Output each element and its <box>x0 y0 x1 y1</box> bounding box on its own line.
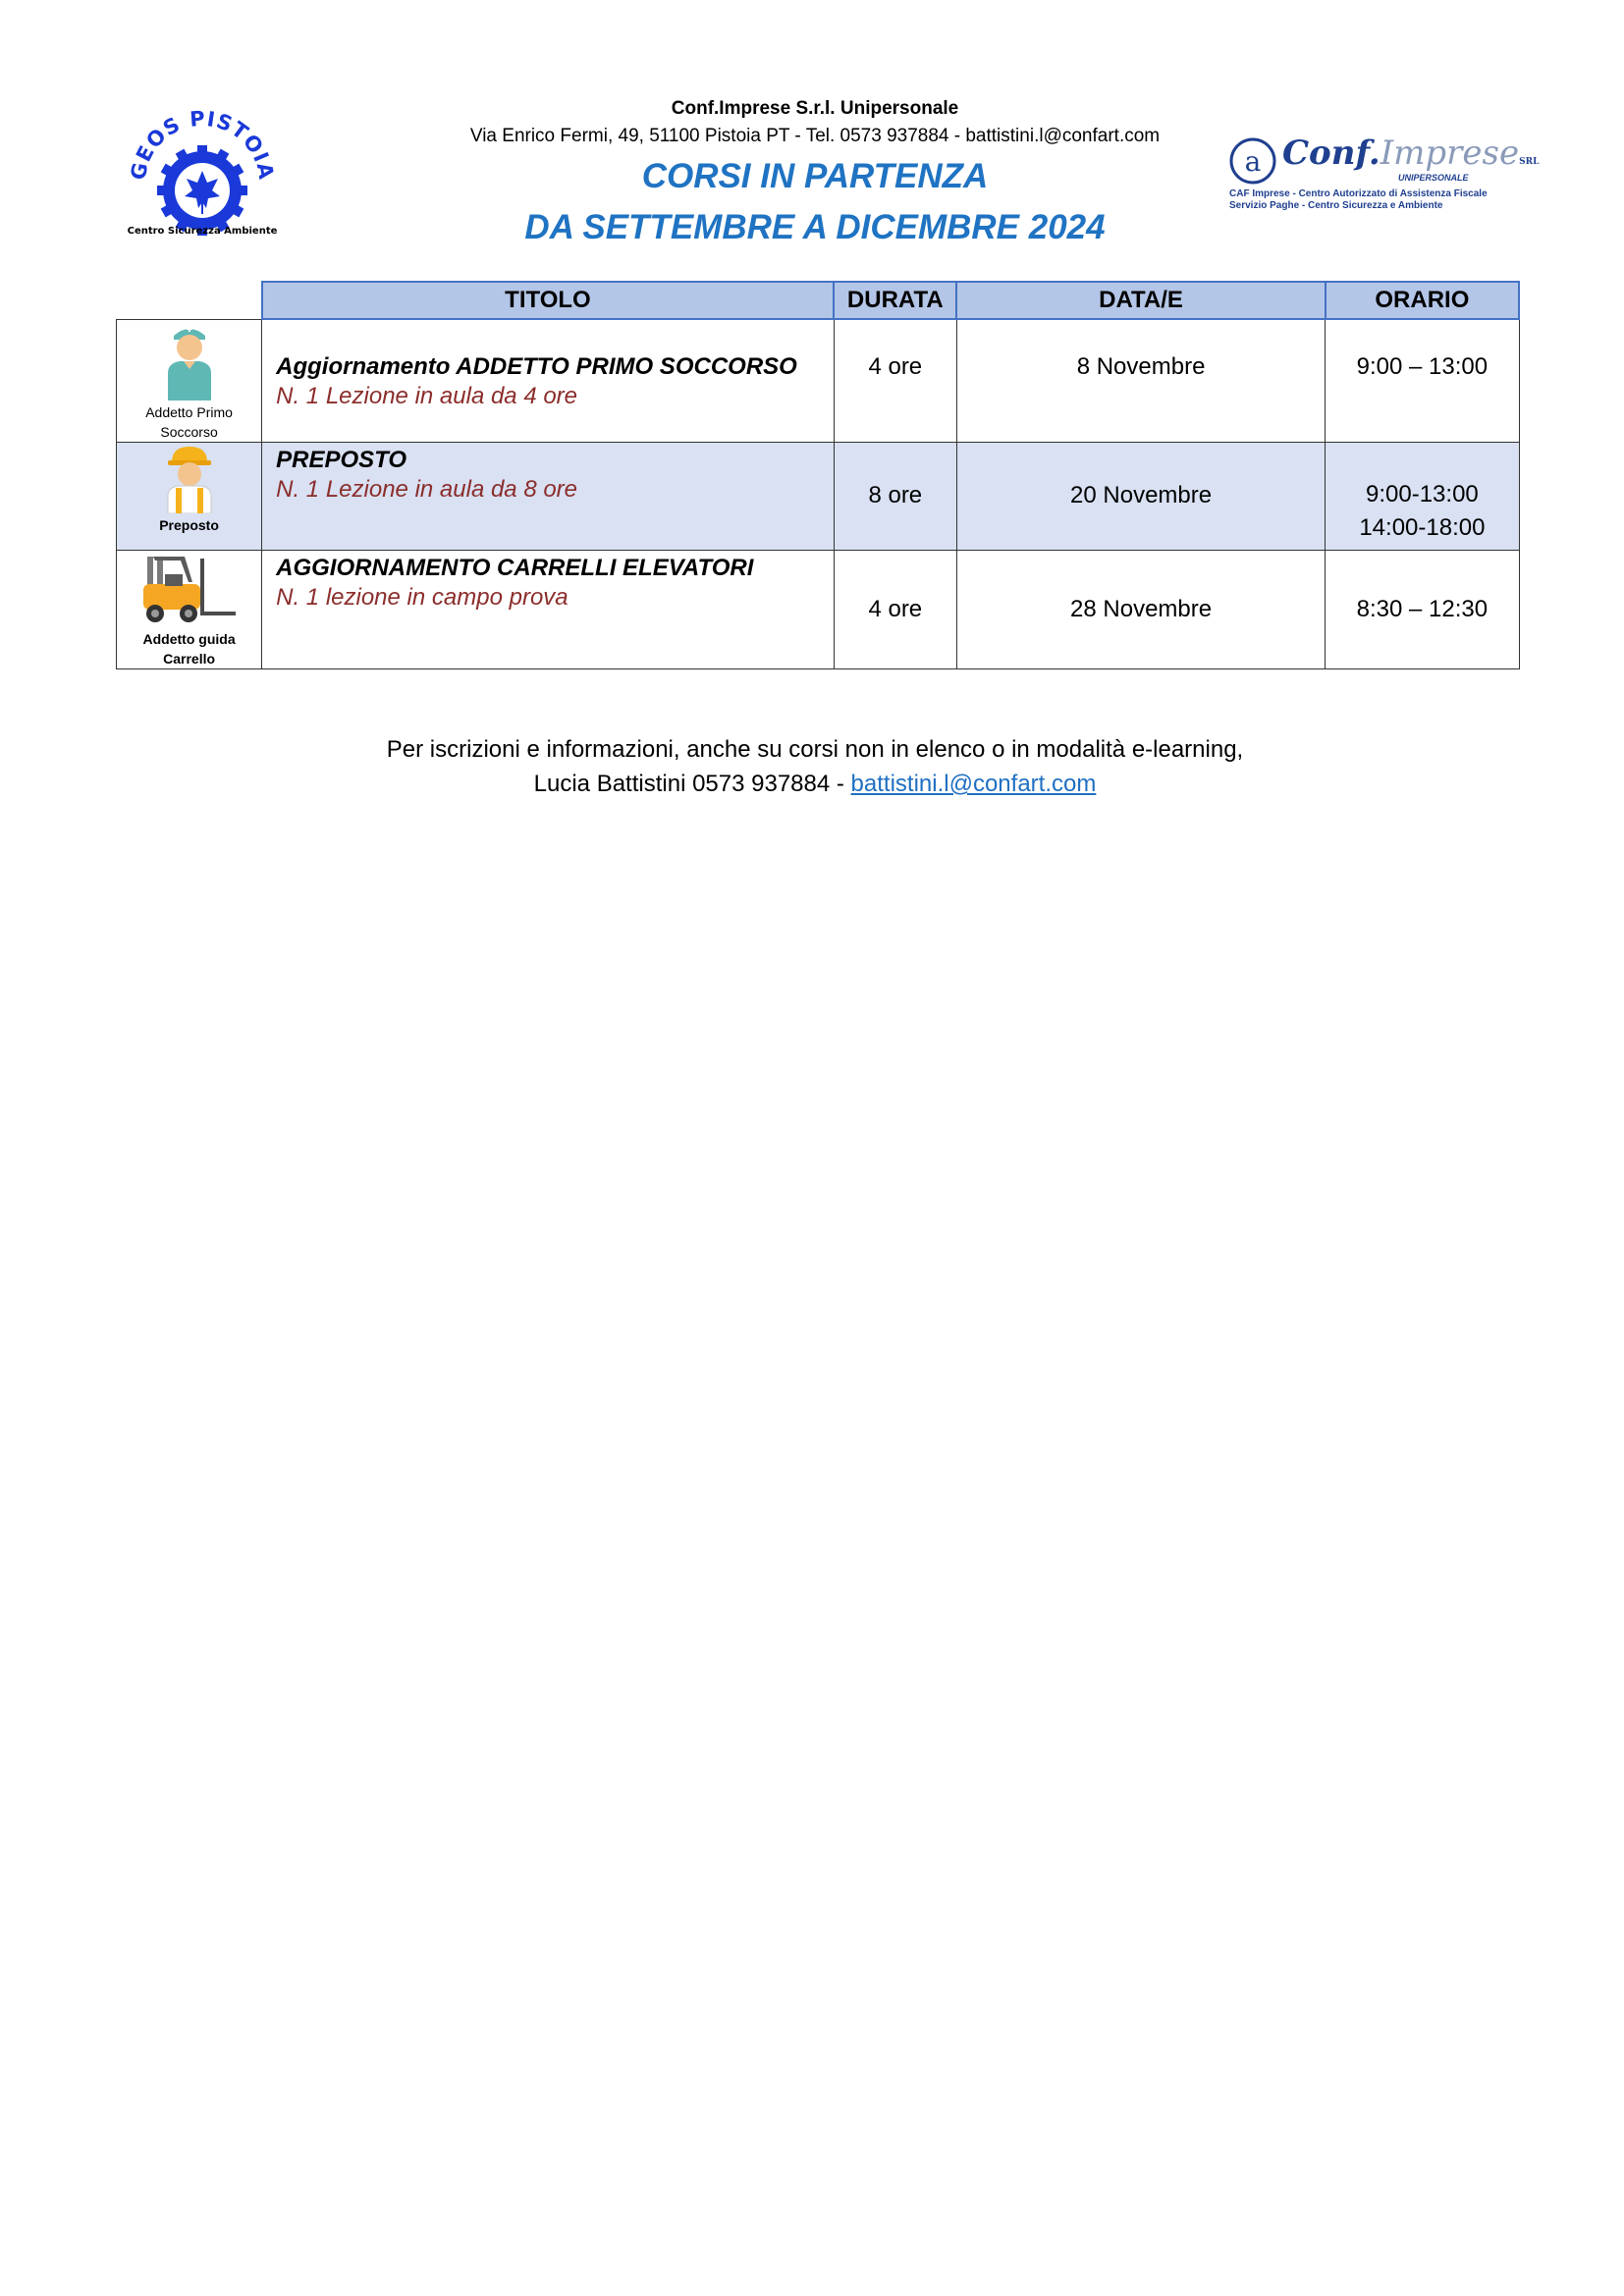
page-title: CORSI IN PARTENZA <box>641 157 989 195</box>
company-address: Via Enrico Fermi, 49, 51100 Pistoia PT - Tel. 0573 937884 - battistini.l@confart.com <box>469 126 1161 146</box>
footer-info: Per iscrizioni e informazioni, anche su corsi non in elenco o in modalità e-learning, <box>386 736 1244 763</box>
icon-cell <box>117 442 262 550</box>
course-date: 20 Novembre <box>956 442 1325 550</box>
icon-caption: Addetto Primo Soccorso <box>145 403 233 440</box>
column-header-orario: ORARIO <box>1326 282 1519 319</box>
icon-caption: Addetto guida Carrello <box>142 630 236 667</box>
course-title: Aggiornamento ADDETTO PRIMO SOCCORSO <box>276 353 797 380</box>
page-subtitle: DA SETTEMBRE A DICEMBRE 2024 <box>524 208 1106 246</box>
logo-subtitle: Centro Sicurezza Ambiente <box>127 226 278 237</box>
supervisor-worker-icon <box>162 445 217 513</box>
course-duration: 4 ore <box>834 550 956 668</box>
icon-cell <box>117 550 262 668</box>
course-time: 8:30 – 12:30 <box>1326 550 1519 668</box>
geos-pistoia-logo <box>124 110 281 252</box>
table-row <box>117 442 1520 550</box>
course-date: 8 Novembre <box>956 319 1325 442</box>
courses-table <box>116 281 1520 669</box>
table-row <box>117 319 1520 442</box>
course-time: 9:00-13:00 14:00-18:00 <box>1326 442 1519 550</box>
brand-unipersonale: UNIPERSONALE <box>1398 173 1469 183</box>
course-title-cell <box>262 550 835 668</box>
course-title-cell <box>262 442 835 550</box>
brand-conf: Conf. <box>1282 133 1380 173</box>
company-name: Conf.Imprese S.r.l. Unipersonale <box>671 98 959 119</box>
logo-tagline-2: Servizio Paghe - Centro Sicurezza e Ambiente <box>1229 200 1443 211</box>
course-title: AGGIORNAMENTO CARRELLI ELEVATORI <box>276 554 754 581</box>
course-date: 28 Novembre <box>956 550 1325 668</box>
icon-caption: Preposto <box>159 516 219 533</box>
contact-email-link[interactable]: battistini.l@confart.com <box>850 771 1097 797</box>
brand-srl: SRL <box>1519 157 1540 167</box>
icon-cell <box>117 319 262 442</box>
course-subtitle: N. 1 Lezione in aula da 4 ore <box>276 383 578 409</box>
course-duration: 8 ore <box>834 442 956 550</box>
forklift-icon <box>135 553 244 627</box>
course-subtitle: N. 1 lezione in campo prova <box>276 583 568 611</box>
course-title-cell <box>262 319 835 442</box>
course-time: 9:00 – 13:00 <box>1326 319 1519 442</box>
course-duration: 4 ore <box>834 319 956 442</box>
column-header-data: DATA/E <box>956 282 1325 319</box>
table-header-row <box>117 282 1520 319</box>
table-row <box>117 550 1520 668</box>
svg-text:GEOS PISTOIA: GEOS PISTOIA <box>126 110 279 183</box>
course-subtitle: N. 1 Lezione in aula da 8 ore <box>276 475 578 503</box>
logo-tagline-1: CAF Imprese - Centro Autorizzato di Assistenza Fiscale <box>1229 188 1488 199</box>
brand-imprese: Imprese <box>1380 133 1520 173</box>
first-aid-worker-icon <box>162 322 217 400</box>
footer-contact <box>295 771 1335 798</box>
confimprese-logo <box>1229 133 1540 218</box>
course-title: PREPOSTO <box>276 446 407 473</box>
header-corner <box>117 282 262 319</box>
svg-text:a: a <box>1244 145 1262 178</box>
contact-name-phone: Lucia Battistini 0573 937884 - <box>533 771 851 797</box>
column-header-durata: DURATA <box>834 282 956 319</box>
column-header-titolo: TITOLO <box>262 282 835 319</box>
